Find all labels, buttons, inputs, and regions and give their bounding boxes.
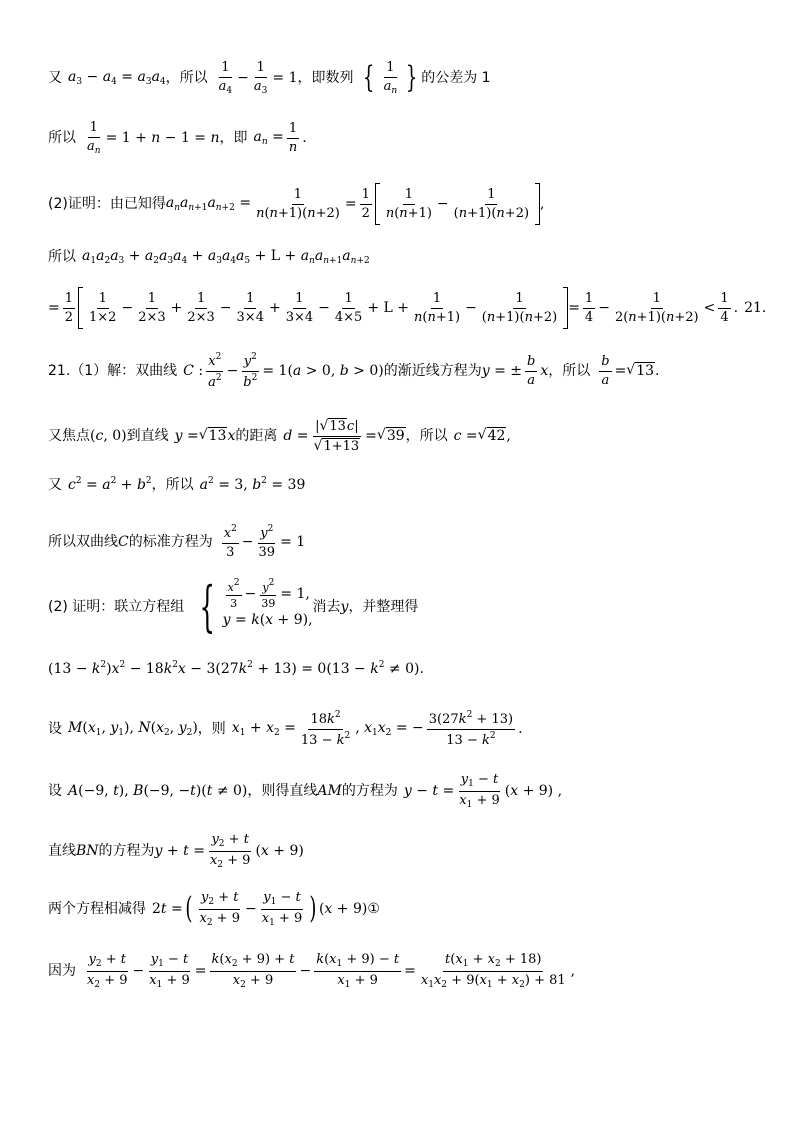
fraction: $\frac{1}{3\times 4}$ [236, 290, 264, 325]
equation-system: { $\frac{x^2}{3}$ − $\frac{y^2}{39}$ = 1, y = k(x + 9), [199, 575, 313, 638]
text: ，所以 [405, 427, 448, 444]
text: ，则 [197, 720, 226, 737]
circled-one-mark: ① [367, 900, 380, 917]
fraction: $\frac{1}{2\times 3}$ [187, 290, 215, 325]
fraction: $\frac{1}{2(n+1)(n+2)}$ [614, 290, 699, 325]
text: ，所以 [165, 69, 208, 86]
fraction: $\frac{1}{n}$ [288, 121, 298, 155]
line-6: 21.（1）解：双曲线 C : $\frac{x^2}{a^2}$ − $\frac{y^2}{b^2}$ = 1(a > 0, b > 0) 的渐近线方程为 y = ± $\frac{b}{a}$ x ，所以 $\frac{b}{a}$ = √ 13 . [48, 352, 660, 390]
fraction: $\frac{b}{a}$ [601, 354, 610, 388]
line-12: 设 $M(x_1$, $y_1$), $N(x_2$, $y_2$) ，则 $x_1 + x_2$ = $\frac{18k^2}{13 - k^2}$ , $x_1x_2$ = − $\frac{3(27k^2 + 13)}{13 - k^2}$ . [48, 710, 523, 748]
text: 21.（1）解：双曲线 [48, 362, 178, 379]
fraction: $\frac{y_2 + t}{x_2 + 9}$ [87, 952, 128, 990]
fraction: $\frac{1}{(n+1)(n+2)}$ [481, 290, 558, 325]
fraction: $\frac{1}{3\times 4}$ [285, 290, 314, 325]
fraction: $\frac{1}{n(n+1)}$ [385, 186, 432, 221]
fraction: $\frac{y_2 + t}{x_2 + 9}$ [209, 832, 251, 870]
text: 的方程为 [98, 842, 155, 859]
line-8: 又 $c^2 = a^2 + b^2$ ，所以 $a^2 = 3$, $b^2 = 39$ [48, 476, 306, 493]
fraction: $\frac{y_1 - t}{x_1 + 9}$ [459, 772, 500, 810]
line-10: (2) 证明：联立方程组 { $\frac{x^2}{3}$ − $\frac{y^2}{39}$ = 1, y = k(x + 9), 消去 y ，并整理得 [48, 575, 419, 638]
fraction: $\frac{t(x_1 + x_2 + 18)}{x_1x_2 + 9(x_1 + x_2) + 81}$ [420, 952, 566, 990]
fraction: $\frac{1}{2}$ [361, 186, 370, 221]
text: (2) 证明：联立方程组 [48, 598, 185, 615]
text: ，即数列 [297, 69, 354, 86]
fraction: $\frac{3(27k^2 + 13)}{13 - k^2}$ [428, 710, 514, 748]
fraction: $\frac{k(x_2 + 9) + t}{x_2 + 9}$ [211, 952, 295, 990]
fraction: $\frac{1}{4}$ [720, 290, 729, 325]
text: ，并整理得 [348, 598, 419, 615]
text: 的公差为 1 [421, 69, 491, 86]
text: 的方程为 [341, 782, 398, 799]
fraction: $\frac{y_2 + t}{x_2 + 9}$ [199, 890, 240, 928]
text: ，所以 [151, 476, 194, 493]
fraction: $\frac{18k^2}{13 - k^2}$ [300, 710, 351, 748]
fraction: $\frac{1}{n(n+1)}$ [413, 290, 461, 325]
fraction: $\frac{k(x_1 + 9) - t}{x_1 + 9}$ [316, 952, 400, 990]
text: 因为 [48, 962, 76, 979]
text: 设 [48, 720, 62, 737]
text: 所以 [48, 249, 76, 265]
fraction: $\frac{y^2}{39}$ [258, 524, 276, 560]
text: (2)证明：由已知得 [48, 195, 166, 212]
line-5: = $\frac{1}{2}$ $\frac{1}{1\times 2}$ − $\frac{1}{2\times 3}$ + $\frac{1}{2\times 3}$ − $\frac{1}{3\times 4}$ + $\frac{1}{3\times 4}$ − $\frac{1}{4\times 5}$ + L + $\frac{1}{n(n+1)}$ − $\frac{1}{(n+1)(n+2)}$ = $\frac{1}{4}$ − $\frac{1}{2(n+1)(n+2)}$ < $\frac{1}{4}$ . 21. [48, 287, 766, 329]
fraction: $\frac{y_1 - t}{x_1 + 9}$ [261, 890, 303, 928]
text: 设 [48, 782, 62, 799]
text: 所以双曲线 [48, 533, 118, 550]
text: 到直线 [126, 427, 169, 444]
fraction: $\frac{1}{2}$ [64, 290, 74, 325]
fraction: $\frac{y_1 - t}{x_1 + 9}$ [149, 952, 190, 990]
line-7: 又焦点 (c, 0) 到直线 y = √ 13 x 的距离 d = | √ 13 c| √ 1+13 = √ 39 ，所以 c = √ 42 , [48, 418, 511, 454]
text: 所以 [48, 129, 76, 146]
line-1: 又 $a_3 - a_4 = a_3a_4$ ，所以 $\frac{1}{a_4}$ − $\frac{1}{a_3}$ = 1 ，即数列 { $\frac{1}{a_n}$ } 的公差为 1 [48, 60, 491, 96]
text: ，则得直线 [247, 782, 318, 799]
text: ，即 [219, 129, 248, 146]
line-11: $(13 - k^2)x^2 - 18k^2x - 3(27k^2 + 13) = 0(13 - k^2 \ne 0)$. [48, 660, 424, 677]
text: 两个方程相减得 [48, 900, 146, 917]
text: ，所以 [548, 362, 591, 379]
text: 直线 [48, 842, 76, 859]
line-3: (2)证明：由已知得 $a_na_{n+1}a_{n+2}$ = $\frac{1}{n(n+1)(n+2)}$ = $\frac{1}{2}$ $\frac{1}{n(n+1)}$ − $\frac{1}{(n+1)(n+2)}$ , [48, 183, 545, 225]
fraction: $\frac{1}{2\times 3}$ [138, 290, 166, 325]
line-13: 设 A(−9, t), B(−9, −t)(t ≠ 0) ，则得直线 AM 的方程为 y − t = $\frac{y_1 - t}{x_1 + 9}$ (x + 9) , [48, 772, 563, 810]
fraction: $\frac{1}{a_n}$ [383, 60, 398, 96]
math: $a_3 - a_4 = a_3a_4$ [68, 68, 166, 87]
fraction: $\frac{1}{a_n}$ [87, 120, 101, 156]
line-9: 所以双曲线 C 的标准方程为 $\frac{x^2}{3}$ − $\frac{y^2}{39}$ = 1 [48, 524, 306, 560]
fraction: $\frac{1}{(n+1)(n+2)}$ [453, 186, 530, 221]
line-14: 直线 BN 的方程为 y + t = $\frac{y_2 + t}{x_2 + 9}$ (x + 9) [48, 832, 304, 870]
text: 又 [48, 69, 62, 86]
fraction: $\frac{1}{a_3}$ [253, 60, 268, 96]
text: 又焦点 [48, 427, 90, 444]
fraction: $\frac{1}{4}$ [584, 290, 594, 325]
text: 的距离 [235, 427, 278, 444]
fraction: $\frac{1}{a_4}$ [218, 60, 233, 96]
text: 又 [48, 476, 62, 493]
text: 的渐近线方程为 [383, 362, 482, 379]
fraction: $\frac{y^2}{b^2}$ [243, 352, 258, 390]
fraction: $\frac{1}{1\times 2}$ [89, 290, 117, 325]
text: 21. [744, 299, 767, 316]
fraction: $\frac{x^2}{3}$ [223, 524, 237, 560]
line-16: 因为 $\frac{y_2 + t}{x_2 + 9}$ − $\frac{y_1 - t}{x_1 + 9}$ = $\frac{k(x_2 + 9) + t}{x_2 + 9}$ − $\frac{k(x_1 + 9) - t}{x_1 + 9}$ = $\frac{t(x_1 + x_2 + 18)}{x_1x_2 + 9(x_1 + x_2) + 81}$ , [48, 952, 576, 990]
fraction: $\frac{1}{n(n+1)(n+2)}$ [256, 186, 340, 221]
fraction: $\frac{1}{4\times 5}$ [334, 290, 363, 325]
fraction: $\frac{b}{a}$ [527, 354, 536, 388]
fraction: $\frac{x^2}{a^2}$ [208, 352, 222, 390]
line-4: 所以 $a_1a_2a_3 + a_2a_3a_4 + a_3a_4a_5 + L + a_na_{n+1}a_{n+2}$ [48, 248, 370, 266]
fraction: | √ 13 c| √ 1+13 [313, 418, 360, 454]
text: 的标准方程为 [128, 533, 213, 550]
line-2: 所以 $\frac{1}{a_n}$ = 1 + n − 1 = n ，即 $a_n$ = $\frac{1}{n}$ . [48, 120, 307, 156]
text: 消去 [312, 598, 341, 615]
line-15: 两个方程相减得 2t = ( $\frac{y_2 + t}{x_2 + 9}$ − $\frac{y_1 - t}{x_1 + 9}$ ) (x + 9) ① [48, 890, 380, 928]
